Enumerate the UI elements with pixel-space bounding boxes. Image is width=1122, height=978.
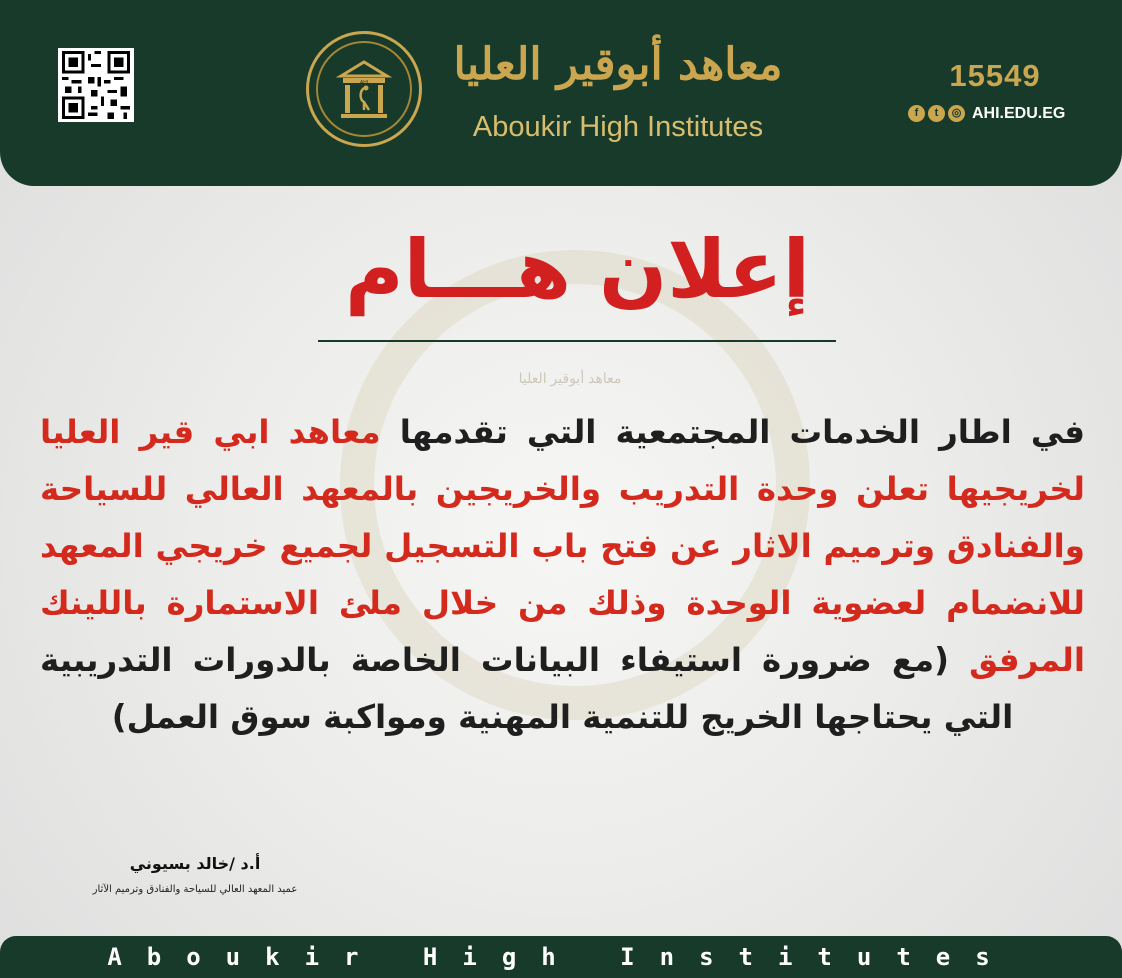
- brand-name-arabic: معاهد أبوقير العليا: [453, 39, 783, 90]
- body-requirement: (مع ضرورة استيفاء البيانات الخاصة بالدورات التدريبية التي يحتاجها الخريج للتنمية المهنية ومواكبة سوق العمل): [40, 641, 1014, 736]
- facebook-icon[interactable]: f: [908, 105, 925, 122]
- header-bar: [0, 0, 1122, 186]
- footer-bar: [0, 936, 1122, 978]
- twitter-icon[interactable]: t: [928, 105, 945, 122]
- announcement-body: [40, 404, 1085, 746]
- instagram-icon[interactable]: ◎: [948, 105, 965, 122]
- qr-code-icon[interactable]: [58, 48, 134, 122]
- body-highlight: معاهد ابي قير العليا لخريجيها تعلن وحدة التدريب والخريجين بالمعهد العالي للسياحة والفنادق وترميم الاثار عن فتح باب التسجيل لجميع خريجي المعهد للانضمام لعضوية: [40, 413, 1085, 622]
- footer-brand: Aboukir High Institutes: [107, 943, 1015, 971]
- signature-title: عميد المعهد العالي للسياحة والفنادق وترميم الآثار: [92, 884, 298, 895]
- brand-name-english: Aboukir High Institutes: [472, 111, 764, 143]
- body-intro: في اطار الخدمات المجتمعية التي تقدمها: [380, 413, 1085, 451]
- social-icons: [908, 105, 965, 122]
- website-link[interactable]: AHI.EDU.EG: [972, 105, 1066, 122]
- logo-abbr: AHI: [359, 80, 369, 86]
- watermark-brand: معاهد أبوقير العليا: [518, 370, 622, 386]
- body-link-note[interactable]: الوحدة وذلك من خلال ملئ الاستمارة باللينك المرفق: [40, 584, 1085, 679]
- signature-name: أ.د /خالد بسيوني: [129, 854, 261, 873]
- announcement-title: إعلان هـــام: [344, 223, 811, 316]
- institute-logo: [306, 31, 422, 147]
- hotline-number[interactable]: 15549: [949, 58, 1041, 93]
- title-divider: [318, 340, 836, 342]
